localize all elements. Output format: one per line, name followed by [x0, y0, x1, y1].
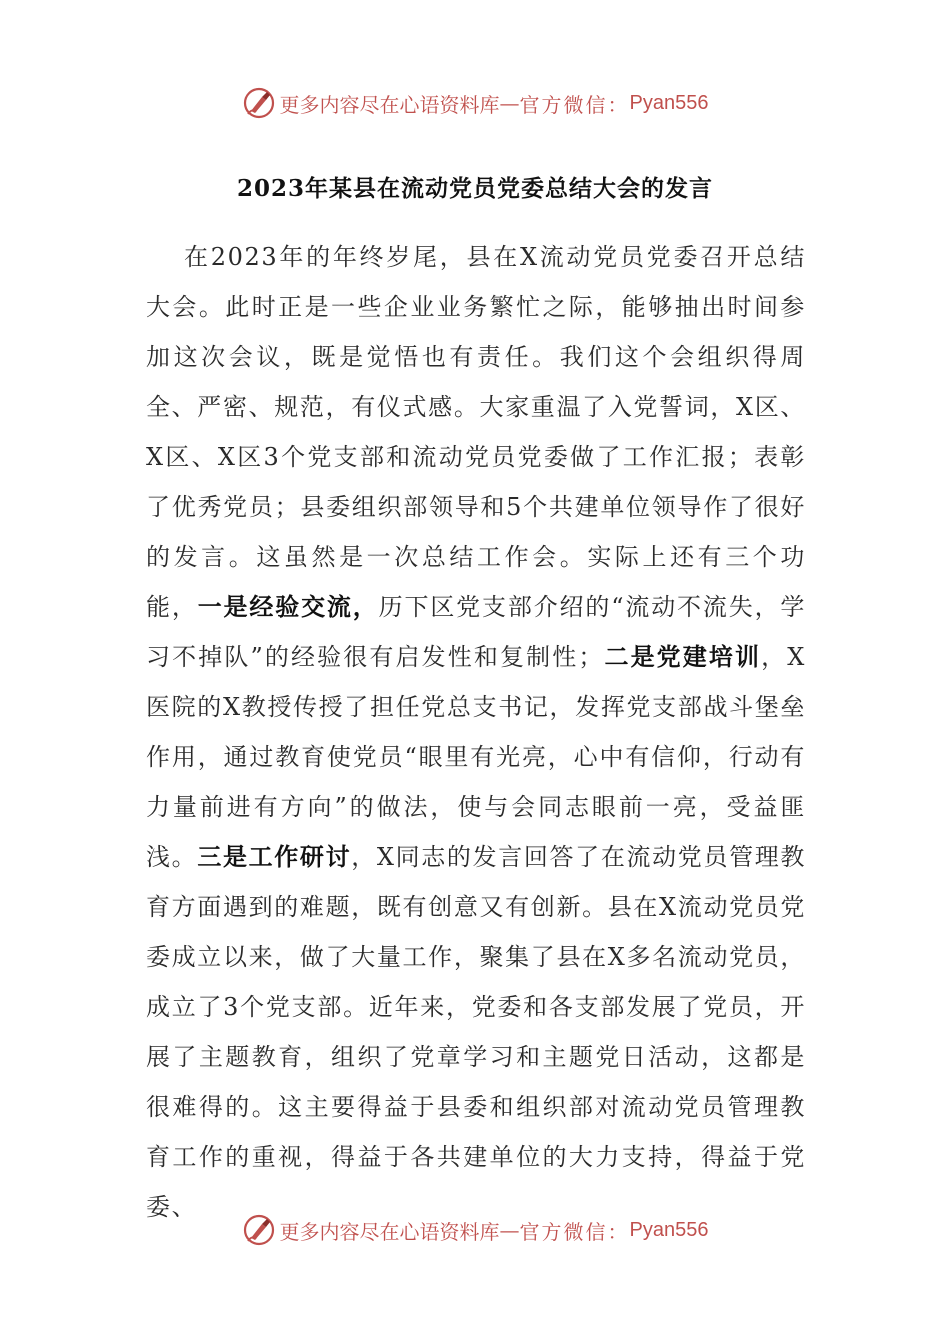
bold-point-2: 二是党建培训: [603, 642, 762, 671]
body-text-segment-1: 在2023年的年终岁尾，县在X流动党员党委召开总结大会。此时正是一些企业业务繁忙之际，能够抽出时间参加这次会议，既是觉悟也有责任。我们这个会组织得周全、严密、规范，有仪式感。大家重温了入党誓词，X区、X区、X区3个党支部和流动党员党委做了工作汇报；表彰了优秀党员；县委组织部领导和5个共建单位领导作了很好的发言。这虽然是一次总结工作会。实际上还有三个功能，: [146, 243, 806, 621]
body-text-segment-4: ，X同志的发言回答了在流动党员管理教育方面遇到的难题，既有创意又有创新。县在X流动党员党委成立以来，做了大量工作，聚集了县在X多名流动党员，成立了3个党支部。近年来，党委和各支部发展了党员，开展了主题教育，组织了党章学习和主题党日活动，这都是很难得的。这主要得益于县委和组织部对流动党员管理教育工作的重视，得益于各共建单位的大力支持，得益于党委、: [146, 843, 807, 1221]
banner-wechat-label: 官方微信：: [519, 1219, 630, 1244]
banner-wechat-id: Pyan556: [629, 91, 709, 114]
fountain-pen-logo-icon: [242, 1213, 276, 1247]
banner-site-text: 更多内容尽在心语资料库: [279, 1219, 500, 1244]
footer-watermark-banner: [0, 1210, 950, 1250]
bold-point-3: 三是工作研讨: [197, 842, 352, 871]
banner-wechat-id: Pyan556: [629, 1218, 709, 1241]
fountain-pen-logo-icon: [242, 86, 276, 120]
document-title: 2023年某县在流动党员党委总结大会的发言: [236, 175, 713, 202]
body-text-segment-2: 历下区党支部介绍的“流动不流失，学习不掉队”的经验很有启发性和复制性；: [146, 593, 807, 671]
banner-wechat-label: 官方微信：: [519, 92, 630, 117]
bold-point-1: 一是经验交流，: [197, 592, 379, 621]
body-paragraph: [146, 232, 806, 1232]
banner-dash: —: [499, 1218, 520, 1242]
body-text-segment-3: ，X医院的X教授传授了担任党总支书记，发挥党支部战斗堡垒作用，通过教育使党员“眼里有光亮，心中有信仰，行动有力量前进有方向”的做法，使与会同志眼前一亮，受益匪浅。: [146, 643, 806, 871]
banner-dash: —: [499, 91, 520, 115]
banner-site-text: 更多内容尽在心语资料库: [279, 92, 500, 117]
header-watermark-banner: [0, 83, 950, 123]
